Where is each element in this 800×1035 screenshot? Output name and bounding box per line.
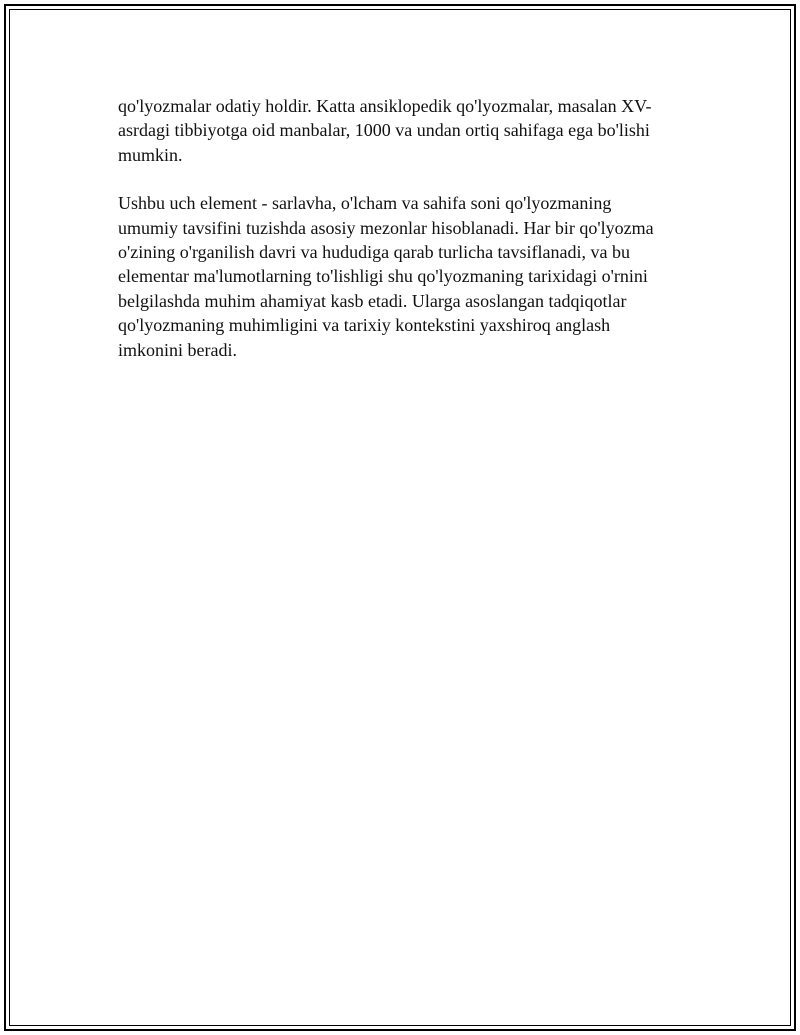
paragraph-2: Ushbu uch element - sarlavha, o'lcham va sahifa soni qo'lyozmaning umumiy tavsifini tuzishda asosiy mezonlar hisoblanadi. Har bir qo'lyozma o'zining o'rganilish davri va hududiga qarab turlicha tavsiflanadi, va bu elementar ma'lumotlarning to'lishligi shu qo'lyozmaning tarixidagi o'rnini belgilashda muhim ahamiyat kasb etadi. Ularga asoslangan tadqiqotlar qo'lyozmaning muhimligini va tarixiy kontekstini yaxshiroq anglash imkonini beradi. (118, 193, 654, 360)
paragraph-1: qo'lyozmalar odatiy holdir. Katta ansiklopedik qo'lyozmalar, masalan XV-asrdagi tibbiyotga oid manbalar, 1000 va undan ortiq sahifaga ega bo'lishi mumkin. (118, 96, 652, 165)
document-body (118, 94, 666, 386)
